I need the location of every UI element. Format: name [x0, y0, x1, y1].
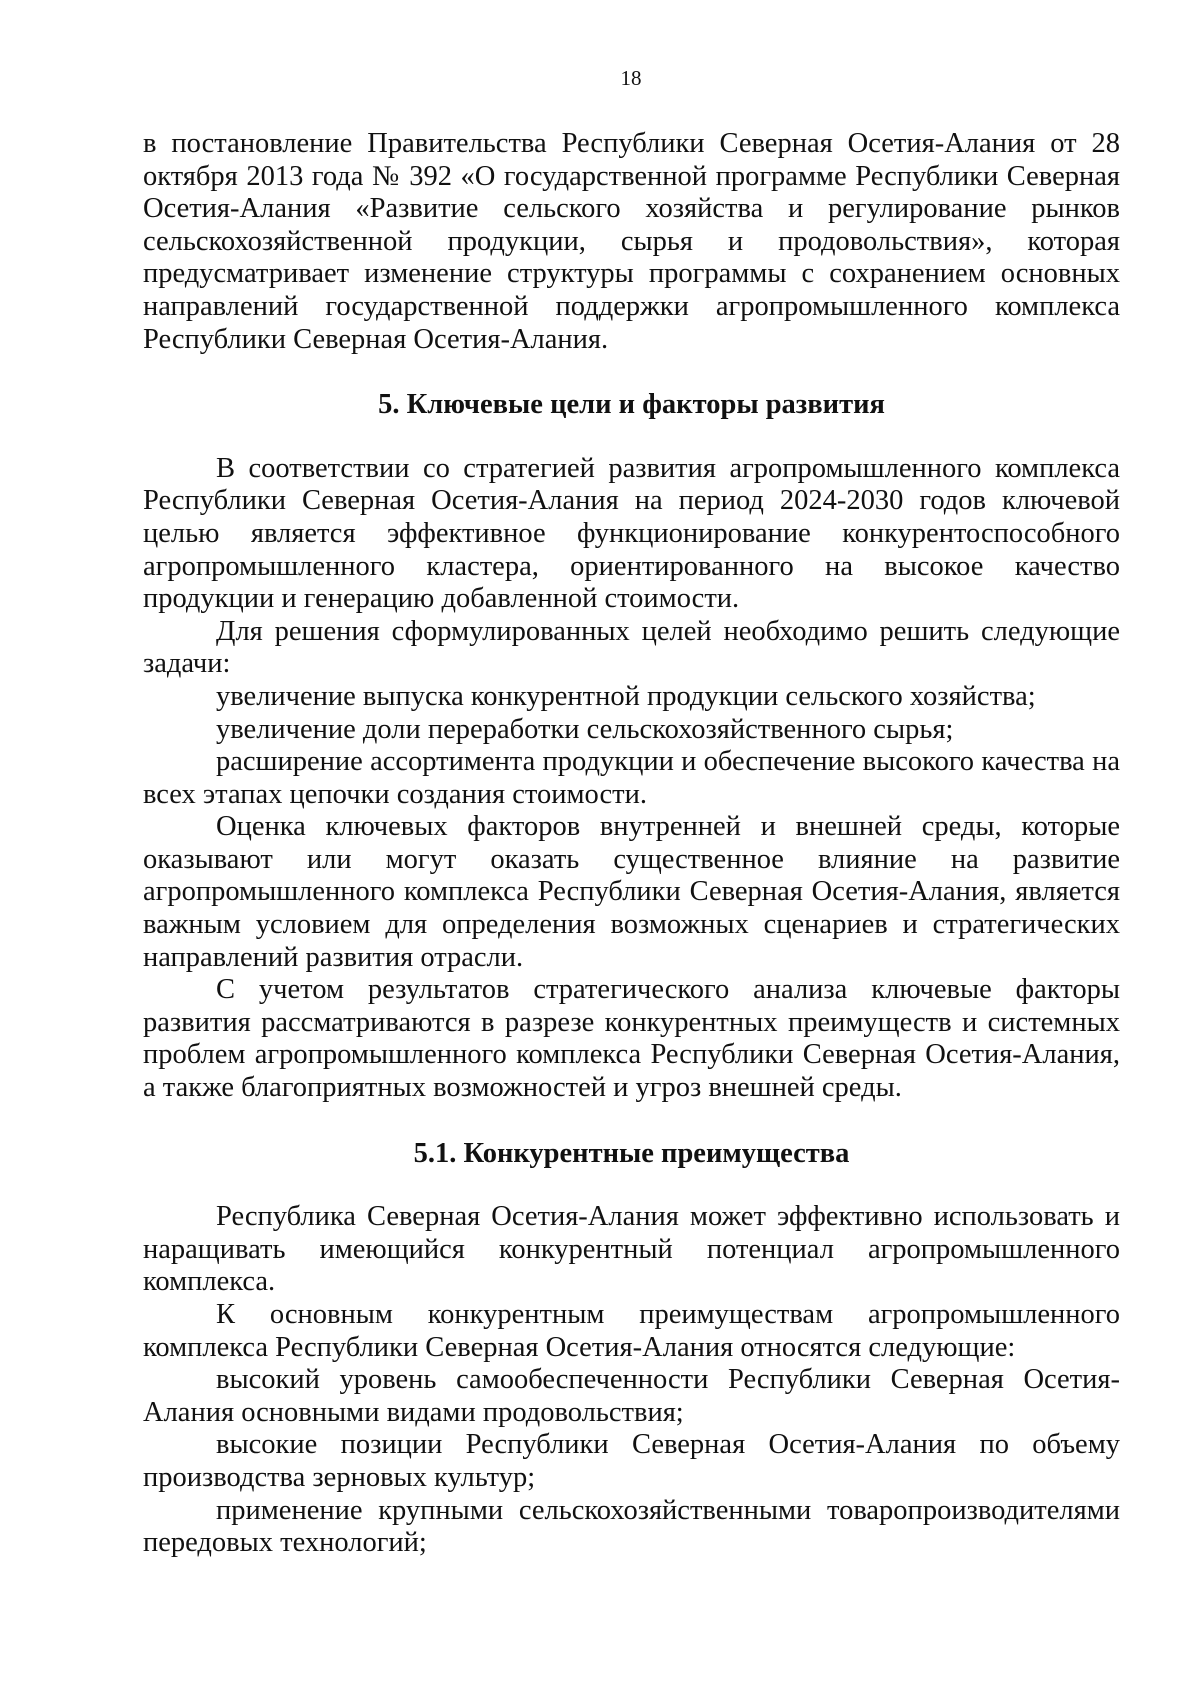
section-5-1-list-item-3: применение крупными сельскохозяйственными товаропроизводителями передовых технологий; — [143, 1494, 1120, 1559]
section-5-paragraph-2: Для решения сформулированных целей необходимо решить следующие задачи: — [143, 615, 1120, 680]
section-5-1-list-item-2: высокие позиции Республики Северная Осетия-Алания по объему производства зерновых культур; — [143, 1429, 1120, 1493]
section-5-paragraph-4: С учетом результатов стратегического анализа ключевые факторы развития рассматриваются в разрезе конкурентных преимуществ и системных проблем агропромышленного комплекса Республики Северная Осетия-Алания, а также благоприятных возможностей и угроз внешней среды. — [143, 974, 1120, 1104]
section-5-1-list-item-1: высокий уровень самообеспеченности Республики Северная Осетия-Алания основными видами продовольствия; — [143, 1364, 1120, 1428]
section-5-list-item-3: расширение ассортимента продукции и обеспечение высокого качества на всех этапах цепочки создания стоимости. — [143, 746, 1120, 810]
intro-paragraph: в постановление Правительства Республики Северная Осетия-Алания от 28 октября 2013 года № 392 «О государственной программе Республики Северная Осетия-Алания «Развитие сельского хозяйства и регулирование рынков сельскохозяйственной продукции, сырья и продовольствия», которая предусматривает изменение структуры программы с сохранением основных направлений государственной поддержки агропромышленного комплекса Республики Северная Осетия-Алания. — [143, 128, 1120, 355]
section-5-heading: 5. Ключевые цели и факторы развития — [378, 389, 885, 421]
section-5-list-item-2: увеличение доли переработки сельскохозяйственного сырья; — [216, 713, 954, 745]
section-5-paragraph-3: Оценка ключевых факторов внутренней и внешней среды, которые оказывают или могут оказать существенное влияние на развитие агропромышленного комплекса Республики Северная Осетия-Алания, является важным условием для определения возможных сценариев и стратегических направлений развития отрасли. — [143, 811, 1120, 973]
document-body — [143, 128, 1120, 1560]
section-5-paragraph-1: В соответствии со стратегией развития агропромышленного комплекса Республики Северная Осетия-Алания на период 2024-2030 годов ключевой целью является эффективное функционирование конкурентоспособного агропромышленного кластера, ориентированного на высокое качество продукции и генерацию добавленной стоимости. — [143, 452, 1120, 615]
page-number: 18 — [620, 66, 642, 90]
section-5-1-paragraph-2: К основным конкурентным преимуществам агропромышленного комплекса Республики Северная Осетия-Алания относятся следующие: — [143, 1299, 1120, 1363]
section-5-1-paragraph-1: Республика Северная Осетия-Алания может эффективно использовать и наращивать имеющийся конкурентный потенциал агропромышленного комплекса. — [143, 1201, 1120, 1298]
section-5-1-heading: 5.1. Конкурентные преимущества — [413, 1137, 850, 1169]
section-5-list-item-1: увеличение выпуска конкурентной продукции сельского хозяйства; — [216, 680, 1036, 712]
